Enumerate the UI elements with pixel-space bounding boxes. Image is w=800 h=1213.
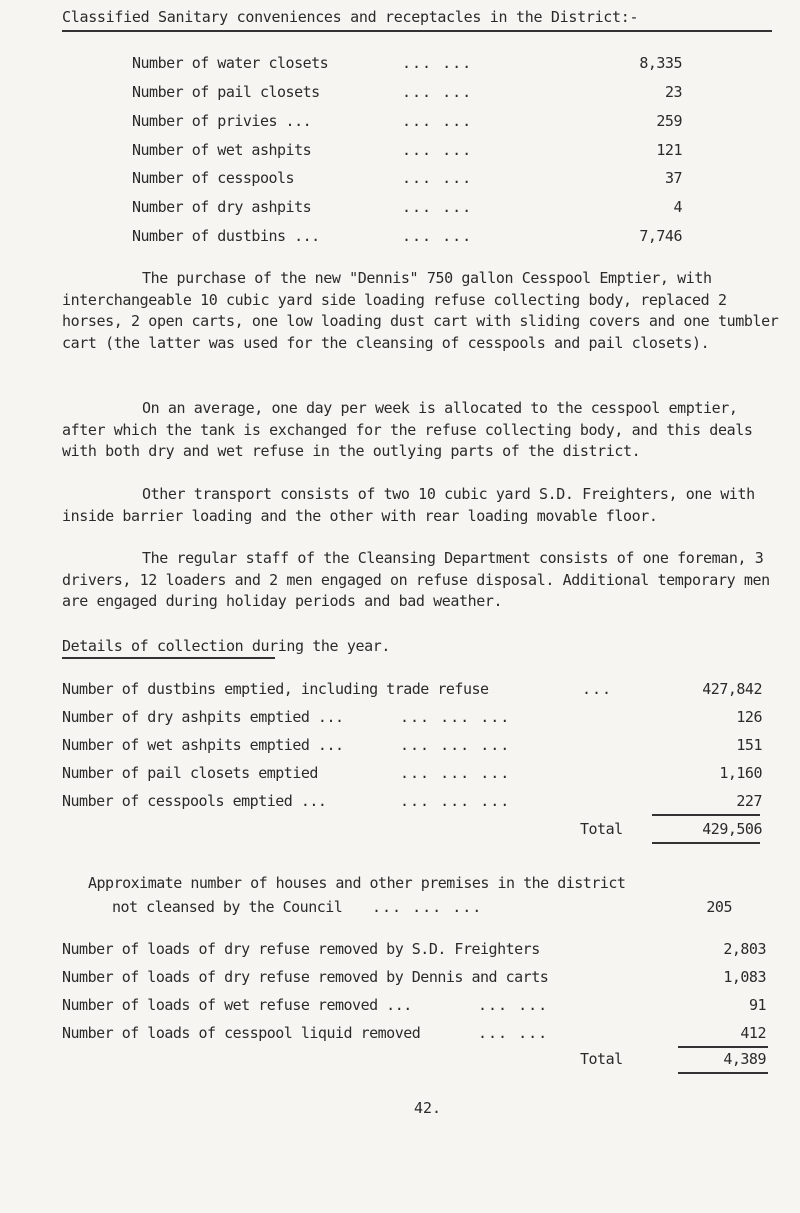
leader-dots: ... [582,680,613,698]
row-label: Number of loads of wet refuse removed ... [62,996,412,1014]
row-label: Number of wet ashpits [132,141,312,159]
leader-dots: ... ... ... [400,792,511,810]
row-label: Number of cesspools emptied ... [62,792,327,810]
row-label: Number of wet ashpits emptied ... [62,736,344,754]
row-value: 126 [736,708,762,726]
row-label: Number of water closets [132,54,329,72]
leader-dots: ... ... [402,112,473,130]
row-label: Number of dustbins ... [132,227,320,245]
row-label: Number of privies ... [132,112,312,130]
row-value: 427,842 [702,680,762,698]
row-label: Number of loads of dry refuse removed by S.D. Freighters [62,940,540,958]
row-value: 91 [748,996,766,1014]
row-value: 23 [664,83,682,101]
total-underline [652,842,760,844]
subtotal-rule [678,1046,768,1048]
row-value: 151 [736,736,762,754]
row-value: 4 [673,198,682,216]
leader-dots: ... ... [402,54,473,72]
paragraph: The purchase of the new "Dennis" 750 gallon Cesspool Emptier, with interchangeable 10 cubic yard side loading refuse collecting body, replaced 2 horses, 2 open carts, one low loading dust cart with sliding covers and one tumbler cart (the latter was used for the cleansing of cesspools and pail closets). [62,269,779,352]
row-label: Number of dustbins emptied, including trade refuse [62,680,489,698]
row-label: Number of cesspools [132,169,295,187]
paragraph: Other transport consists of two 10 cubic yard S.D. Freighters, one with inside barrier loading and the other with rear loading movable floor. [62,485,755,525]
total-underline [678,1072,768,1074]
leader-dots: ... ... [402,227,473,245]
leader-dots: ... ... ... [400,708,511,726]
row-label: Number of dry ashpits emptied ... [62,708,344,726]
row-label: Number of pail closets [132,83,320,101]
row-label: Number of dry ashpits [132,198,312,216]
premises-line-1: Approximate number of houses and other premises in the district [88,874,626,892]
premises-value: 205 [706,898,732,916]
row-value: 1,083 [723,968,766,986]
paragraph: On an average, one day per week is allocated to the cesspool emptier, after which the tank is exchanged for the refuse collecting body, and this deals with both dry and wet refuse in the outlying parts of the district. [62,399,753,460]
row-value: 259 [656,112,682,130]
row-value: 37 [664,169,682,187]
leader-dots: ... ... [478,1024,549,1042]
row-label: Number of pail closets emptied [62,764,318,782]
leader-dots: ... ... [402,198,473,216]
row-value: 2,803 [723,940,766,958]
row-value: 412 [740,1024,766,1042]
total-label: Total [580,820,623,838]
leader-dots: ... ... ... [372,898,483,916]
leader-dots: ... ... [402,141,473,159]
page-number: 42. [414,1099,442,1117]
total-value: 4,389 [723,1050,766,1068]
total-value: 429,506 [702,820,762,838]
premises-line-2: not cleansed by the Council [112,898,343,916]
leader-dots: ... ... ... [400,736,511,754]
row-value: 7,746 [639,227,682,245]
paragraph: The regular staff of the Cleansing Department consists of one foreman, 3 drivers, 12 loaders and 2 men engaged on refuse disposal. Additional temporary men are engaged during holiday periods and bad weather. [62,549,770,610]
leader-dots: ... ... [402,169,473,187]
leader-dots: ... ... [402,83,473,101]
row-value: 121 [656,141,682,159]
row-value: 227 [736,792,762,810]
row-label: Number of loads of dry refuse removed by Dennis and carts [62,968,549,986]
leader-dots: ... ... ... [400,764,511,782]
row-value: 8,335 [639,54,682,72]
collection-heading-underline [62,657,275,659]
collection-heading: Details of collection during the year. [62,637,390,655]
section-heading: Classified Sanitary conveniences and receptacles in the District:- [62,8,639,26]
subtotal-rule [652,814,760,816]
heading-underline [62,30,772,32]
total-label: Total [580,1050,623,1068]
row-value: 1,160 [719,764,762,782]
row-label: Number of loads of cesspool liquid removed [62,1024,421,1042]
leader-dots: ... ... [478,996,549,1014]
